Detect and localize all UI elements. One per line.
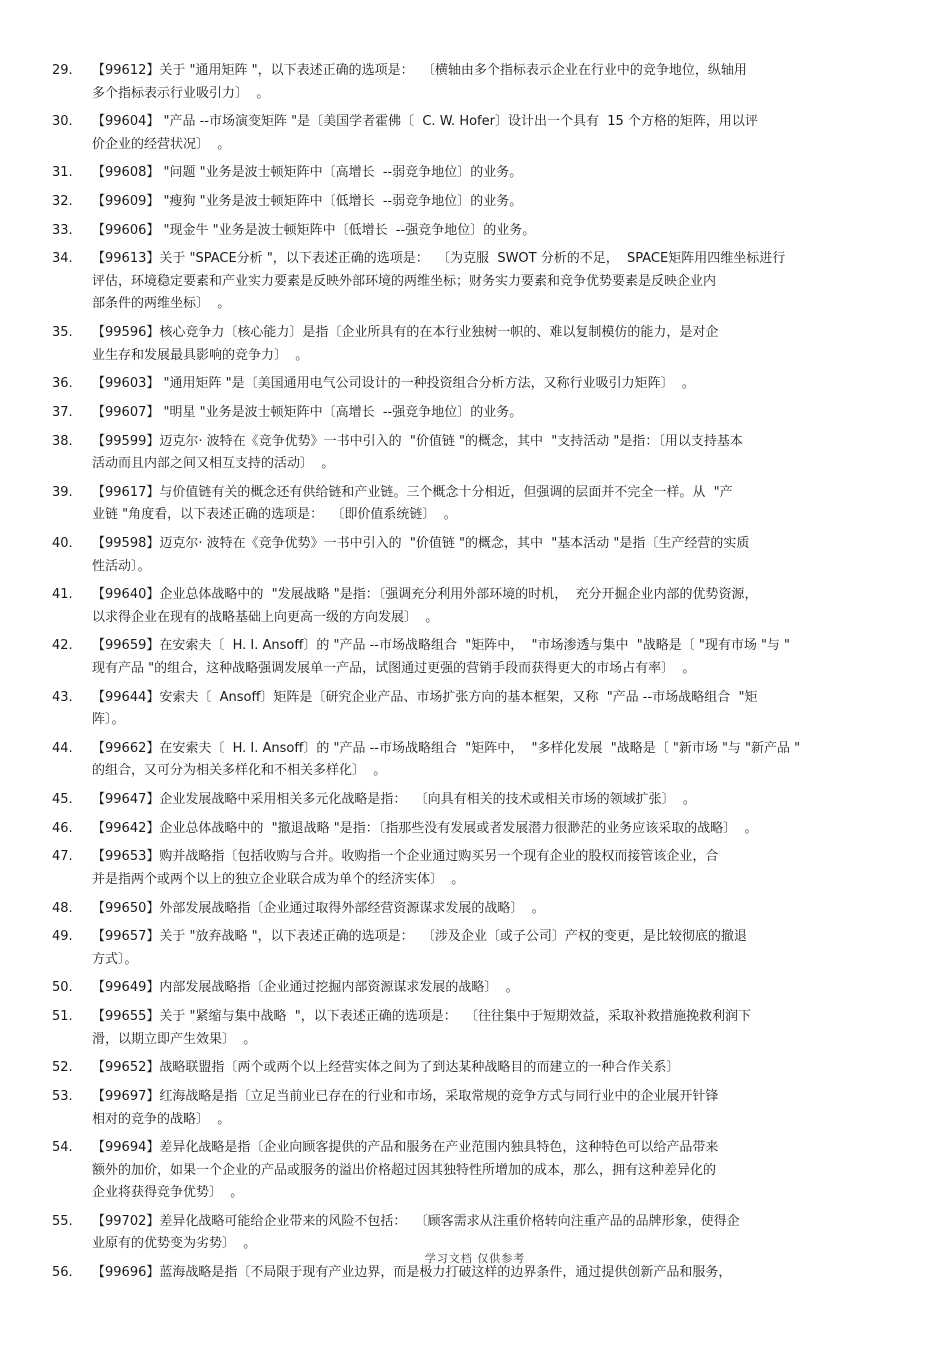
item-text: 【99644】安索夫〔 Ansoff〕矩阵是〔研究企业产品、市场扩张方向的基本框架，又称 "产品 --市场战略组合 "矩 阵〕。 — [92, 689, 758, 728]
item-number: 37. — [52, 405, 73, 420]
item-number: 53. — [52, 1089, 73, 1104]
item-text: 【99697】红海战略是指〔立足当前业已存在的行业和市场，采取常规的竞争方式与同行业中的企业展开针锋 相对的竞争的战略〕 。 — [92, 1089, 719, 1127]
item-number: 49. — [52, 929, 73, 945]
list-item — [52, 687, 894, 732]
item-text: 【99696】蓝海战略是指〔不局限于现有产业边界，而是极力打破这样的边界条件，通过提供创新产品和服务， — [92, 1265, 732, 1281]
item-number: 44. — [52, 740, 73, 756]
list-item — [52, 789, 894, 812]
item-number: 41. — [52, 587, 73, 603]
item-number: 55. — [52, 1213, 73, 1229]
item-number: 38. — [52, 433, 73, 449]
item-text: 【99650】外部发展战略指〔企业通过取得外部经营资源谋求发展的战略〕 。 — [92, 900, 545, 916]
list-item — [52, 584, 894, 629]
list-item — [52, 1057, 894, 1080]
item-text: 【99606】 "现金牛 "业务是波士顿矩阵中〔低增长 --强竞争地位〕的业务。 — [92, 222, 536, 238]
item-number: 56. — [52, 1265, 73, 1281]
list-item — [52, 402, 894, 425]
list-item — [52, 738, 894, 783]
item-number: 43. — [52, 689, 73, 705]
list-item — [52, 431, 894, 476]
list-item — [52, 818, 894, 841]
list-item — [52, 533, 894, 578]
item-text: 【99694】差异化战略是指〔企业向顾客提供的产品和服务在产业范围内独具特色，这种特色可以给产品带来 额外的加价，如果一个企业的产品或服务的溢出价格超过因其独特性所增加的成本，那么，拥有这种差异化的 企业将获得竞争优势〕 。 — [92, 1140, 719, 1201]
item-number: 47. — [52, 849, 73, 865]
item-number: 34. — [52, 251, 73, 267]
item-number: 51. — [52, 1009, 73, 1025]
item-text: 【99662】在安索夫〔 H. I. Ansoff〕的 "产品 --市场战略组合 "矩阵中， "多样化发展 "战略是〔 "新市场 "与 "新产品 " 的组合，又可分为相关多样化和不相关多样化〕 。 — [92, 740, 801, 779]
question-list — [52, 60, 894, 1291]
list-item — [52, 248, 894, 316]
item-number: 45. — [52, 792, 73, 807]
item-text: 【99613】关于 "SPACE分析 "，以下表述正确的选项是： 〔为克服 SWOT 分析的不足， SPACE矩阵用四维坐标进行 评估，环境稳定要素和产业实力要素是反映外部环境的两维坐标；财务实力要素和竞争优势要素是反映企业内 部条件的两维坐标〕 。 — [92, 251, 786, 312]
item-text: 【99653】购并战略指〔包括收购与合并。收购指一个企业通过购买另一个现有企业的股权而接管该企业，合 并是指两个或两个以上的独立企业联合成为单个的经济实体〕 。 — [92, 849, 719, 887]
item-number: 50. — [52, 980, 73, 996]
item-text: 【99657】关于 "放弃战略 "，以下表述正确的选项是： 〔涉及企业〔或子公司〕产权的变更，是比较彻底的撤退 方式〕。 — [92, 929, 747, 967]
item-number: 40. — [52, 536, 73, 552]
item-number: 29. — [52, 63, 73, 78]
list-item — [52, 162, 894, 185]
item-text: 【99649】内部发展战略指〔企业通过挖掘内部资源谋求发展的战略〕 。 — [92, 980, 519, 996]
page-footer: 学习文档 仅供参考 — [424, 1252, 526, 1265]
list-item — [52, 322, 894, 367]
item-text: 【99612】关于 "通用矩阵 "，以下表述正确的选项是： 〔横轴由多个指标表示企业在行业中的竞争地位，纵轴用 多个指标表示行业吸引力〕 。 — [92, 63, 747, 101]
item-number: 52. — [52, 1060, 73, 1076]
list-item — [52, 926, 894, 971]
list-item — [52, 1006, 894, 1051]
item-text: 【99599】迈克尔· 波特在《竞争优势》一书中引入的 "价值链 "的概念，其中 "支持活动 "是指：〔用以支持基本 活动而且内部之间又相互支持的活动〕 。 — [92, 433, 743, 472]
list-item — [52, 898, 894, 921]
item-number: 32. — [52, 194, 73, 210]
list-item — [52, 220, 894, 243]
list-item — [52, 60, 894, 105]
item-text: 【99642】企业总体战略中的 "撤退战略 "是指：〔指那些没有发展或者发展潜力很渺茫的业务应该采取的战略〕 。 — [92, 820, 758, 836]
list-item — [52, 635, 894, 680]
list-item — [52, 373, 894, 396]
item-number: 30. — [52, 114, 73, 130]
item-text: 【99655】关于 "紧缩与集中战略 "，以下表述正确的选项是： 〔往往集中于短期效益，采取补救措施挽救利润下 滑，以期立即产生效果〕 。 — [92, 1009, 751, 1047]
item-number: 54. — [52, 1140, 73, 1156]
list-item — [52, 111, 894, 156]
list-item — [52, 977, 894, 1000]
item-text: 【99596】核心竞争力〔核心能力〕是指〔企业所具有的在本行业独树一帜的、难以复制模仿的能力，是对企 业生存和发展最具影响的竞争力〕 。 — [92, 325, 719, 363]
item-text: 【99603】 "通用矩阵 "是〔美国通用电气公司设计的一种投资组合分析方法，又称行业吸引力矩阵〕 。 — [92, 376, 695, 392]
item-number: 31. — [52, 165, 73, 181]
item-text: 【99608】 "问题 "业务是波士顿矩阵中〔高增长 --弱竞争地位〕的业务。 — [92, 165, 523, 181]
item-number: 36. — [52, 376, 73, 392]
item-text: 【99598】迈克尔· 波特在《竞争优势》一书中引入的 "价值链 "的概念，其中 "基本活动 "是指〔生产经营的实质 性活动〕。 — [92, 536, 750, 574]
item-number: 42. — [52, 638, 73, 654]
item-number: 33. — [52, 222, 73, 238]
list-item — [52, 1137, 894, 1205]
item-text: 【99652】战略联盟指〔两个或两个以上经营实体之间为了到达某种战略目的而建立的一种合作关系〕 — [92, 1060, 680, 1076]
list-item — [52, 482, 894, 527]
item-text: 【99617】与价值链有关的概念还有供给链和产业链。三个概念十分相近，但强调的层面并不完全一样。从 "产 业链 "角度看，以下表述正确的选项是： 〔即价值系统链〕 。 — [92, 484, 733, 523]
list-item — [52, 1086, 894, 1131]
item-number: 35. — [52, 325, 73, 341]
item-text: 【99659】在安索夫〔 H. I. Ansoff〕的 "产品 --市场战略组合 "矩阵中， "市场渗透与集中 "战略是〔 "现有市场 "与 " 现有产品 "的组合，这种战略强调发展单一产品，试图通过更强的营销手段而获得更大的市场占有率〕 。 — [92, 638, 791, 676]
item-number: 48. — [52, 900, 73, 916]
item-text: 【99702】差异化战略可能给企业带来的风险不包括： 〔顾客需求从注重价格转向注重产品的品牌形象，使得企 业原有的优势变为劣势〕 。 — [92, 1213, 740, 1252]
item-text: 【99640】企业总体战略中的 "发展战略 "是指：〔强调充分利用外部环境的时机， 充分开掘企业内部的优势资源， 以求得企业在现有的战略基础上向更高一级的方向发展〕 。 — [92, 587, 758, 625]
item-text: 【99604】 "产品 --市场演变矩阵 "是〔美国学者霍佛〔 C. W. Hofer〕设计出一个具有 15 个方格的矩阵，用以评 价企业的经营状况〕 。 — [92, 114, 758, 152]
item-number: 39. — [52, 484, 73, 500]
item-text: 【99609】 "瘦狗 "业务是波士顿矩阵中〔低增长 --弱竞争地位〕的业务。 — [92, 194, 523, 210]
list-item — [52, 191, 894, 214]
list-item — [52, 846, 894, 891]
item-text: 【99607】 "明星 "业务是波士顿矩阵中〔高增长 --强竞争地位〕的业务。 — [92, 405, 523, 420]
item-number: 46. — [52, 820, 73, 836]
item-text: 【99647】企业发展战略中采用相关多元化战略是指： 〔向具有相关的技术或相关市场的领域扩张〕 。 — [92, 792, 696, 807]
